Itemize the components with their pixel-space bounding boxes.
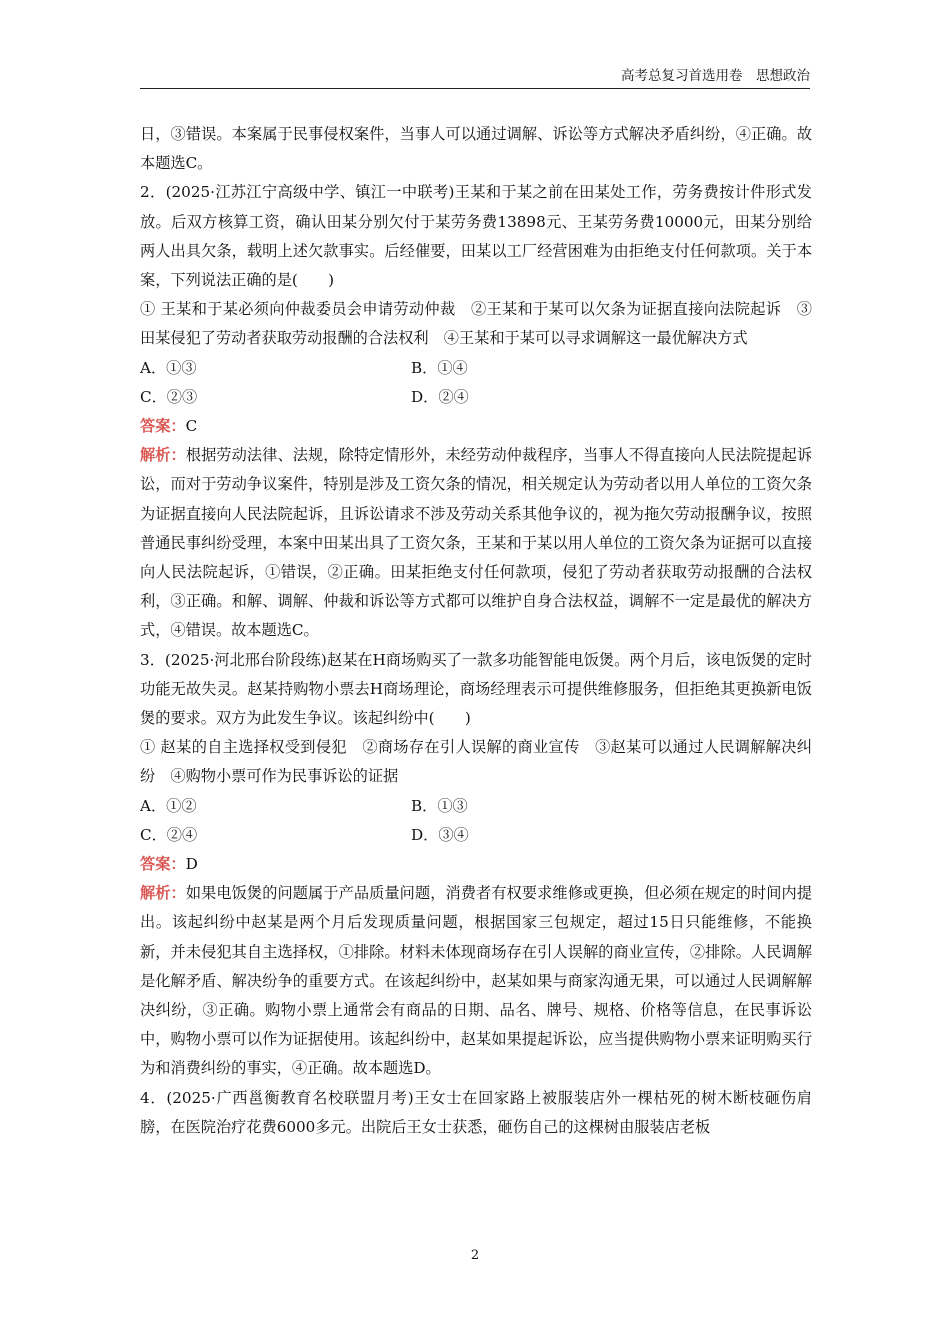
- question-2-stem: 2．(2025·江苏江宁高级中学、镇江一中联考)王某和于某之前在田某处工作，劳务费按计件形式发放。后双方核算工资，确认田某分别欠付于某劳务费13898元、王某劳务费10000元，田某分别给两人出具欠条，载明上述欠款事实。后经催要，田某以工厂经营困难为由拒绝支付任何款项。关于本案，下列说法正确的是( ): [140, 183, 812, 290]
- question-2-options-row-2: [140, 383, 812, 412]
- header-title: 高考总复习首选用卷 思想政治: [621, 68, 810, 84]
- answer-value: D: [185, 855, 198, 874]
- question-3-options-row-2: [140, 821, 812, 850]
- option-c: C．②④: [140, 825, 198, 844]
- question-2-explanation: [140, 441, 812, 645]
- page-header: [140, 66, 810, 89]
- question-2-answer: [140, 412, 812, 441]
- answer-label: 答案：: [140, 855, 186, 874]
- option-b: B．①③: [411, 796, 468, 815]
- page-footer: [0, 1248, 950, 1263]
- previous-answer-tail: 日，③错误。本案属于民事侵权案件，当事人可以通过调解、诉讼等方式解决矛盾纠纷，④正确。故本题选C。: [140, 125, 812, 173]
- option-b: B．①④: [411, 358, 468, 377]
- question-3-options-row-1: [140, 792, 812, 821]
- option-d: D．③④: [411, 825, 469, 844]
- option-a: A．①②: [140, 796, 197, 815]
- question-2-options-row-1: [140, 354, 812, 383]
- question-2-statements: ① 王某和于某必须向仲裁委员会申请劳动仲裁 ②王某和于某可以欠条为证据直接向法院起诉 ③田某侵犯了劳动者获取劳动报酬的合法权利 ④王某和于某可以寻求调解这一最优解决方式: [140, 300, 812, 348]
- question-4-stem: 4．(2025·广西邕衡教育名校联盟月考)王女士在回家路上被服装店外一棵枯死的树木断枝砸伤肩膀，在医院治疗花费6000多元。出院后王女士获悉，砸伤自己的这棵树由服装店老板: [140, 1088, 812, 1136]
- answer-value: C: [185, 417, 198, 435]
- answer-label: 答案：: [140, 417, 186, 435]
- question-3-answer: [140, 850, 812, 879]
- explanation-label: 解析：: [140, 446, 186, 465]
- question-3-explanation: [140, 879, 812, 1083]
- explanation-text: 如果电饭煲的问题属于产品质量问题，消费者有权要求维修或更换，但必须在规定的时间内提出。该起纠纷中赵某是两个月后发现质量问题，根据国家三包规定，超过15日只能维修，不能换新，并未侵犯其自主选择权，①排除。材料未体现商场存在引人误解的商业宣传，②排除。人民调解是化解矛盾、解决纷争的重要方式。在该起纠纷中，赵某如果与商家沟通无果，可以通过人民调解解决纠纷，③正确。购物小票上通常会有商品的日期、品名、牌号、规格、价格等信息，在民事诉讼中，购物小票可以作为证据使用。该起纠纷中，赵某如果提起诉讼，应当提供购物小票来证明购买行为和消费纠纷的事实，④正确。故本题选D。: [140, 884, 813, 1078]
- option-d: D．②④: [411, 387, 469, 406]
- explanation-text: 根据劳动法律、法规，除特定情形外，未经劳动仲裁程序，当事人不得直接向人民法院提起诉讼，而对于劳动争议案件，特别是涉及工资欠条的情况，相关规定认为劳动者以用人单位的工资欠条为证据直接向人民法院起诉，且诉讼请求不涉及劳动关系其他争议的，视为拖欠劳动报酬争议，按照普通民事纠纷受理，本案中田某出具了工资欠条，王某和于某以用人单位的工资欠条为证据可以直接向人民法院起诉，①错误，②正确。田某拒绝支付任何款项，侵犯了劳动者获取劳动报酬的合法权利，③正确。和解、调解、仲裁和诉讼等方式都可以维护自身合法权益，调解不一定是最优的解决方式，④错误。故本题选C。: [140, 446, 813, 640]
- page-content: [140, 120, 812, 1142]
- explanation-label: 解析：: [140, 884, 186, 903]
- page-number: 2: [470, 1248, 480, 1263]
- question-3-statements: ① 赵某的自主选择权受到侵犯 ②商场存在引人误解的商业宣传 ③赵某可以通过人民调解解决纠纷 ④购物小票可作为民事诉讼的证据: [140, 738, 812, 786]
- option-a: A．①③: [140, 358, 197, 377]
- option-c: C．②③: [140, 387, 198, 406]
- question-3-stem: 3．(2025·河北邢台阶段练)赵某在H商场购买了一款多功能智能电饭煲。两个月后，该电饭煲的定时功能无故失灵。赵某持购物小票去H商场理论，商场经理表示可提供维修服务，但拒绝其更换新电饭煲的要求。双方为此发生争议。该起纠纷中( ): [140, 650, 812, 728]
